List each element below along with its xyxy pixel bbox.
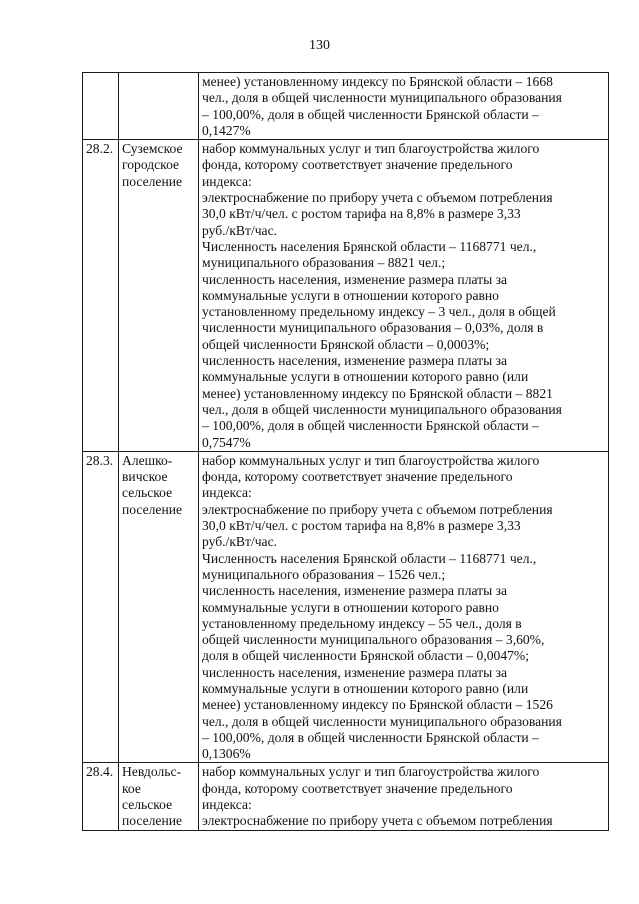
description-line: фонда, которому соответствует значение предельного — [202, 157, 513, 173]
description-line: фонда, которому соответствует значение предельного — [202, 469, 513, 485]
row-number-cell: 28.4. — [83, 763, 119, 830]
description-line: Численность населения Брянской области – 1168771 чел., — [202, 238, 537, 254]
description-line: электроснабжение по прибору учета с объемом потребления — [202, 501, 553, 517]
description-line: менее) установленному индексу по Брянской области – 1526 — [202, 697, 553, 713]
description-line: менее) установленному индексу по Брянской области – 1668 — [202, 74, 553, 89]
description-line: 0,1306% — [202, 746, 251, 762]
settlement-name-line: Алешко- — [122, 452, 173, 468]
description-line: чел., доля в общей численности муниципального образования — [202, 401, 562, 417]
description-cell — [199, 451, 609, 763]
description-line: общей численности муниципального образования – 3,60%, — [202, 632, 545, 648]
table-row — [83, 451, 609, 763]
table-row — [83, 763, 609, 830]
description-line: чел., доля в общей численности муниципального образования — [202, 713, 562, 729]
description-line: 30,0 кВт/ч/чел. с ростом тарифа на 8,8% в размере 3,33 — [202, 518, 521, 534]
row-number-cell: 28.2. — [83, 140, 119, 452]
settlement-name-line: Суземское — [122, 141, 183, 157]
settlement-name-cell — [119, 73, 199, 140]
description-line: чел., доля в общей численности муниципального образования — [202, 90, 562, 106]
settlement-name-line: поселение — [122, 813, 183, 829]
description-line: коммунальные услуги в отношении которого равно (или — [202, 680, 529, 696]
description-line: руб./кВт/час. — [202, 534, 278, 550]
description-line: руб./кВт/час. — [202, 222, 278, 238]
description-line: доля в общей численности Брянской области – 0,0047%; — [202, 648, 530, 664]
document-table — [82, 72, 609, 831]
row-number-cell — [83, 73, 119, 140]
settlement-name-line: поселение — [122, 501, 183, 517]
description-line: индекса: — [202, 797, 252, 813]
description-line: численность населения, изменение размера платы за — [202, 353, 508, 369]
description-line: коммунальные услуги в отношении которого равно (или — [202, 369, 529, 385]
description-line: менее) установленному индексу по Брянской области – 8821 — [202, 385, 553, 401]
description-line: численности муниципального образования – 0,03%, доля в — [202, 320, 544, 336]
description-line: 30,0 кВт/ч/чел. с ростом тарифа на 8,8% в размере 3,33 — [202, 206, 521, 222]
description-line: набор коммунальных услуг и тип благоустройства жилого — [202, 141, 540, 157]
table-row — [83, 140, 609, 452]
description-line: установленному предельному индексу – 3 чел., доля в общей — [202, 304, 556, 320]
row-number-cell: 28.3. — [83, 451, 119, 763]
page-number: 130 — [309, 38, 330, 53]
description-line: набор коммунальных услуг и тип благоустройства жилого — [202, 764, 540, 780]
description-line: муниципального образования – 8821 чел.; — [202, 255, 446, 271]
description-line: индекса: — [202, 173, 252, 189]
settlement-name-line: городское — [122, 157, 180, 173]
description-cell — [199, 763, 609, 830]
description-line: электроснабжение по прибору учета с объемом потребления — [202, 190, 553, 206]
settlement-name-line: сельское — [122, 797, 173, 813]
description-line: набор коммунальных услуг и тип благоустройства жилого — [202, 452, 540, 468]
description-line: муниципального образования – 1526 чел.; — [202, 566, 446, 582]
settlement-name-cell — [119, 451, 199, 763]
settlement-name-cell — [119, 140, 199, 452]
settlement-name-line: сельское — [122, 485, 173, 501]
description-line: – 100,00%, доля в общей численности Брянской области – — [202, 418, 539, 434]
description-line: индекса: — [202, 485, 252, 501]
description-cell — [199, 140, 609, 452]
description-cell — [199, 73, 609, 140]
description-line: электроснабжение по прибору учета с объемом потребления — [202, 813, 553, 829]
settlement-name-line: Невдольс- — [122, 764, 182, 780]
description-line: установленному предельному индексу – 55 чел., доля в — [202, 615, 522, 631]
description-line: коммунальные услуги в отношении которого равно — [202, 287, 499, 303]
description-line: численность населения, изменение размера платы за — [202, 583, 508, 599]
description-line: 0,1427% — [202, 122, 251, 138]
description-line: Численность населения Брянской области – 1168771 чел., — [202, 550, 537, 566]
description-line: численность населения, изменение размера платы за — [202, 271, 508, 287]
settlement-name-line: вичское — [122, 469, 168, 485]
description-line: коммунальные услуги в отношении которого равно — [202, 599, 499, 615]
description-line: 0,7547% — [202, 434, 251, 450]
description-line: численность населения, изменение размера платы за — [202, 664, 508, 680]
settlement-name-line: кое — [122, 780, 141, 796]
settlement-name-cell — [119, 763, 199, 830]
description-line: – 100,00%, доля в общей численности Брянской области – — [202, 729, 539, 745]
table-row — [83, 73, 609, 140]
description-line: общей численности Брянской области – 0,0003%; — [202, 336, 490, 352]
description-line: – 100,00%, доля в общей численности Брянской области – — [202, 106, 539, 122]
description-line: фонда, которому соответствует значение предельного — [202, 780, 513, 796]
settlement-name-line: поселение — [122, 173, 183, 189]
